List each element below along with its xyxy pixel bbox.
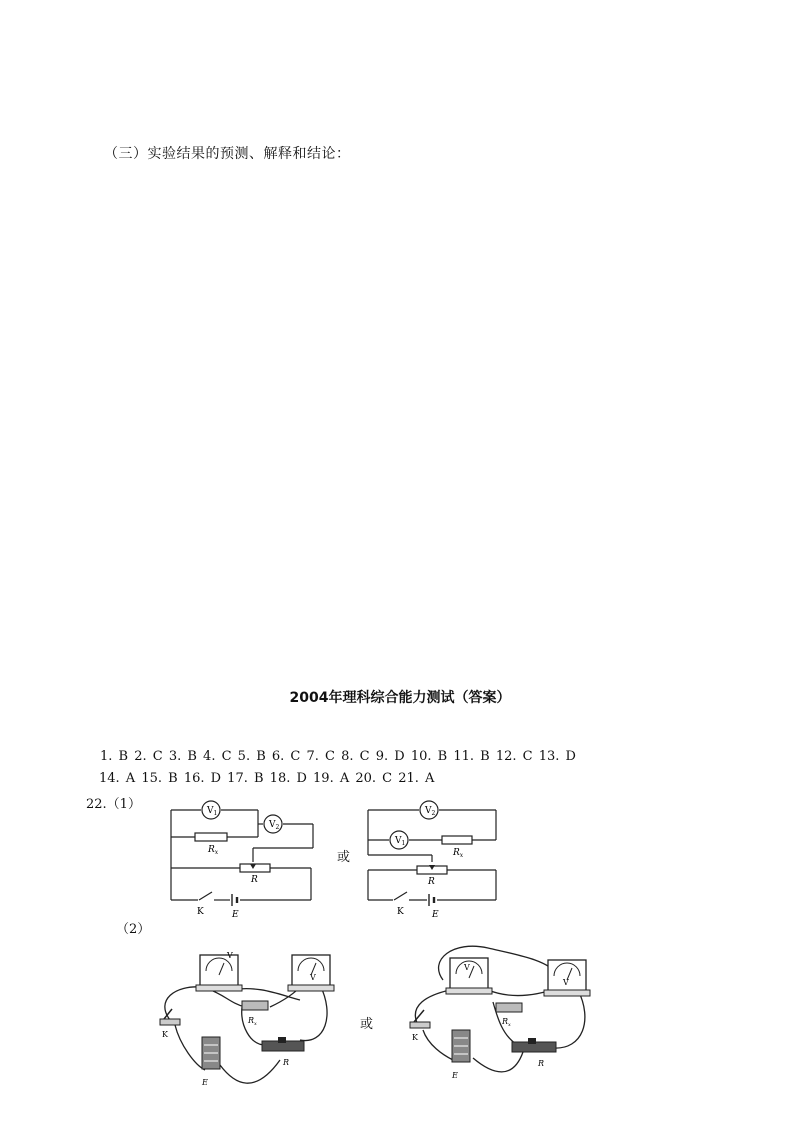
rx-label: $R_x$ xyxy=(208,845,219,856)
answer-title: 2004年理科综合能力测试（答案） xyxy=(289,690,511,706)
svg-text:R: R xyxy=(283,1058,290,1067)
svg-text:E: E xyxy=(452,1071,458,1080)
answers-row-1: 1. B 2. C 3. B 4. C 5. B 6. C 7. C 8. C 9. D 10. B 11. B 12. C 13. D xyxy=(100,749,576,764)
svg-text:K: K xyxy=(162,1030,168,1039)
or-label-2: 或 xyxy=(360,1017,374,1032)
e-label: E xyxy=(432,910,439,920)
question-22-label: 22.（1） xyxy=(86,797,141,812)
svg-text:E: E xyxy=(202,1078,208,1087)
or-label-1: 或 xyxy=(337,850,351,865)
rheostat-r-icon xyxy=(512,1038,556,1052)
svg-text:K: K xyxy=(412,1033,418,1042)
e-label: E xyxy=(232,910,239,920)
question-22-part-2-label: （2） xyxy=(116,922,151,937)
svg-text:V: V xyxy=(464,963,470,972)
svg-text:Rx: $R_x$ xyxy=(502,1017,511,1028)
rheostat-r-icon xyxy=(262,1037,304,1051)
battery-e-icon xyxy=(452,1030,470,1062)
svg-text:V: V xyxy=(563,978,569,987)
r-label: R xyxy=(428,877,435,887)
battery-e-icon xyxy=(202,1037,220,1069)
svg-text:V: V xyxy=(310,973,316,982)
voltmeter-v1-icon xyxy=(196,955,242,991)
circuit-diagram-right xyxy=(362,800,512,920)
k-label: K xyxy=(197,907,204,917)
r-label: R xyxy=(251,875,258,885)
switch-k-icon xyxy=(410,1010,430,1028)
svg-text:Rx: $R_x$ xyxy=(248,1016,257,1027)
svg-text:V: V xyxy=(227,951,233,960)
rx-label: $R_x$ xyxy=(453,848,464,859)
v1-label: $V_1$ xyxy=(207,806,218,817)
wiring-diagram-left xyxy=(150,945,340,1095)
wiring-diagram-right xyxy=(398,940,598,1090)
v1-label: $V_1$ xyxy=(395,836,406,847)
circuit-diagram-left xyxy=(165,800,325,920)
v2-label: $V_2$ xyxy=(269,820,280,831)
answers-row-2: 14. A 15. B 16. D 17. B 18. D 19. A 20. C 21. A xyxy=(99,771,435,786)
svg-text:R: R xyxy=(538,1059,545,1068)
k-label: K xyxy=(397,907,404,917)
switch-k-icon xyxy=(160,1009,180,1025)
section-heading: （三）实验结果的预测、解释和结论： xyxy=(104,146,351,162)
v2-label: $V_2$ xyxy=(425,806,436,817)
